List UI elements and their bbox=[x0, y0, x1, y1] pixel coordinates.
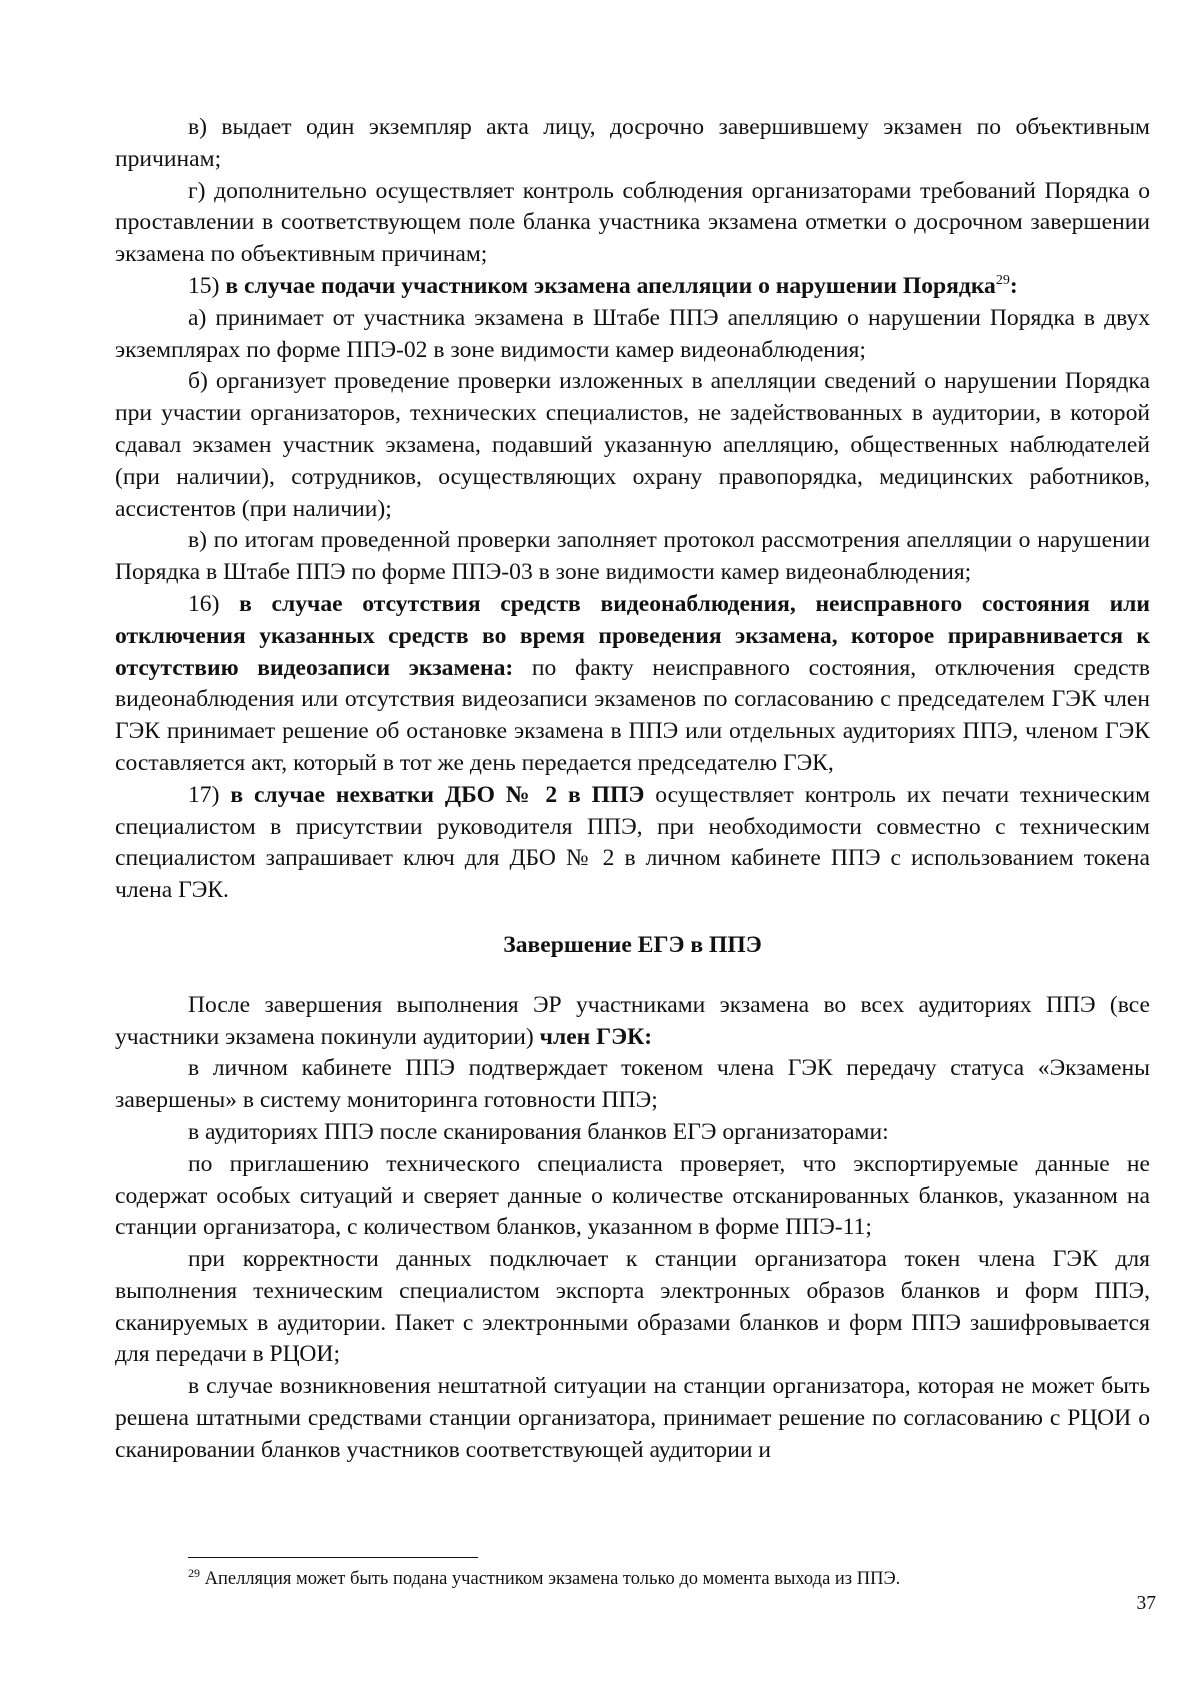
paragraph-15-b: б) организует проведение проверки изложенных в апелляции сведений о нарушении Порядка при участии организаторов, технических специалистов, не задействованных в аудитории, в которой сдавал экзамен участник экзамена, подавший указанную апелляцию, общественных наблюдателей (при наличии), сотрудников, осуществляющих охрану правопорядка, медицинских работников, ассистентов (при наличии); bbox=[115, 368, 1150, 522]
footnote-separator bbox=[188, 1557, 478, 1558]
bold-colon: : bbox=[1009, 272, 1018, 299]
paragraph-15-v: в) по итогам проведенной проверки заполняет протокол рассмотрения апелляции о нарушении Порядка в Штабе ППЭ по форме ППЭ-03 в зоне видимости камер видеонаблюдения; bbox=[115, 527, 1150, 586]
paragraph-item-v-early-finish: в) выдает один экземпляр акта лицу, досрочно завершившему экзамен по объективным причинам; bbox=[115, 114, 1150, 172]
section-item-export: при корректности данных подключает к станции организатора токен члена ГЭК для выполнения техническим специалистом экспорта электронных образов бланков и форм ППЭ, сканируемых в аудитории. Пакет с электронными образами бланков и форм ППЭ зашифровывается для передачи в РЦОИ; bbox=[115, 1246, 1150, 1368]
paragraph-16-video bbox=[115, 589, 1150, 780]
intro-text: После завершения выполнения ЭР участниками экзамена во всех аудиториях ППЭ (все участники экзамена покинули аудитории) bbox=[115, 991, 1150, 1050]
paragraph-15-a: а) принимает от участника экзамена в Штабе ППЭ апелляцию о нарушении Порядка в двух экземплярах по форме ППЭ-02 в зоне видимости камер видеонаблюдения; bbox=[115, 304, 1150, 363]
paragraph-text: по факту неисправного состояния, отключения средств видеонаблюдения или отсутствия видеозаписи экзаменов по согласованию с председателем ГЭК член ГЭК принимает решение об остановке экзамена в ППЭ или отдельных аудиториях ППЭ, членом ГЭК составляется акт, который в тот же день передается председателю ГЭК, bbox=[115, 654, 1151, 776]
footnote-text: Апелляция может быть подана участником экзамена только до момента выхода из ППЭ. bbox=[200, 1569, 901, 1589]
bold-clause: в случае подачи участником экзамена апелляции о нарушении Порядка bbox=[225, 272, 996, 299]
section-item-verify: по приглашению технического специалиста проверяет, что экспортируемые данные не содержат особых ситуаций и сверяет данные о количестве отсканированных бланков, указанном на станции организатора, с количеством бланков, указанном в форме ППЭ-11; bbox=[115, 1150, 1150, 1241]
page-number: 37 bbox=[1136, 1593, 1156, 1614]
footnote-reference: 29 bbox=[995, 273, 1010, 289]
paragraph-15-appeal-heading bbox=[115, 271, 1150, 303]
item-number: 15) bbox=[188, 272, 226, 299]
section-item-emergency: в случае возникновения нештатной ситуации на станции организатора, которая не может быть решена штатными средствами станции организатора, принимает решение по согласованию с РЦОИ о сканировании бланков участников соответствующей аудитории и bbox=[115, 1373, 1150, 1463]
footnote bbox=[188, 1567, 1088, 1591]
footnote-number: 29 bbox=[188, 1565, 200, 1580]
paragraph-item-g-control: г) дополнительно осуществляет контроль соблюдения организаторами требований Порядка о проставлении в соответствующем поле бланка участника экзамена отметки о досрочном завершении экзамена по объективным причинам; bbox=[115, 177, 1150, 268]
section-intro bbox=[115, 990, 1150, 1054]
section-item-scanning: в аудиториях ППЭ после сканирования бланков ЕГЭ организаторами: bbox=[188, 1118, 889, 1145]
body-text bbox=[115, 112, 1150, 1467]
bold-clause: в случае нехватки ДБО № 2 в ППЭ bbox=[230, 781, 645, 808]
bold-clause: в случае отсутствия средств видеонаблюдения, неисправного состояния или отключения указанных средств во время проведения экзамена, которое приравнивается к отсутствию видеозаписи экзамена: bbox=[115, 590, 1150, 681]
item-number: 17) bbox=[188, 781, 231, 808]
section-title: Завершение ЕГЭ в ППЭ bbox=[503, 931, 762, 958]
section-item-status: в личном кабинете ППЭ подтверждает токеном члена ГЭК передачу статуса «Экзамены завершены» в систему мониторинга готовности ППЭ; bbox=[115, 1055, 1150, 1114]
item-number: 16) bbox=[188, 590, 240, 617]
intro-bold: член ГЭК: bbox=[533, 1023, 653, 1050]
paragraph-text: осуществляет контроль их печати техническим специалистом в присутствии руководителя ППЭ, при необходимости совместно с техническим специалистом запрашивает ключ для ДБО № 2 в личном кабинете ППЭ с использованием токена члена ГЭК. bbox=[115, 781, 1150, 904]
paragraph-17-dbo bbox=[115, 780, 1150, 907]
